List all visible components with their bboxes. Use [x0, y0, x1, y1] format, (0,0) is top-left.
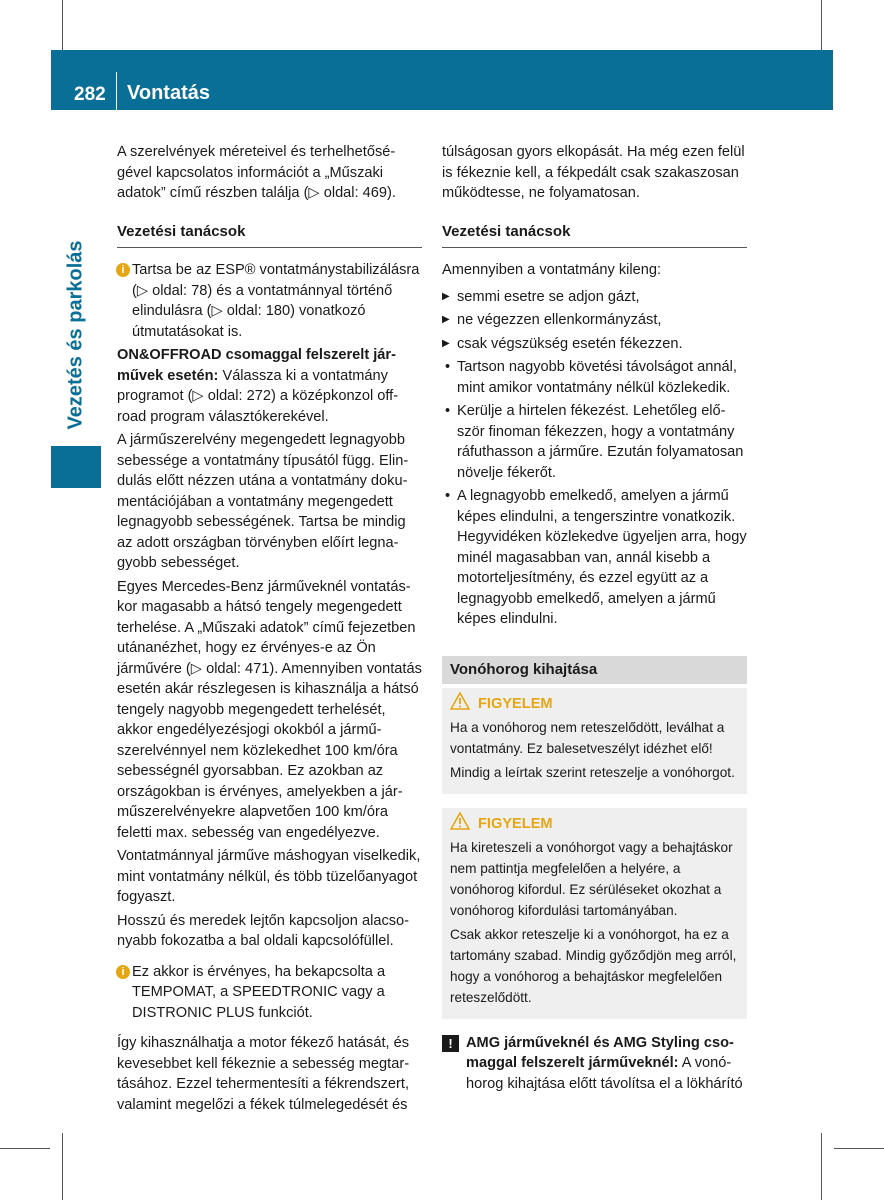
- info-note: [117, 962, 422, 1024]
- warning-triangle-icon: [450, 692, 470, 710]
- crop-mark: [62, 0, 63, 50]
- page-number: 282: [74, 84, 106, 105]
- paragraph: Hosszú és meredek lejtőn kapcsoljon alacsonyabb fokozatba a bal oldali kapcsolófüllel.: [117, 912, 410, 949]
- warning-title: [450, 814, 739, 835]
- paragraph: Vontatmánnyal járműve máshogyan viselkedik, mint vontatmány nélkül, és több tüzelőanyagot fogyaszt.: [117, 848, 421, 905]
- crop-mark: [821, 1133, 822, 1200]
- section-title: Vezetési tanácsok: [442, 222, 747, 249]
- section-title: Vezetési tanácsok: [117, 222, 422, 249]
- list-item-text: Kerülje a hirtelen fékezést. Lehetőleg először finoman fékezzen, hogy a vontatmány ráfuthasson a járműre. Ezután folyamatosan növelje fékerőt.: [457, 403, 744, 481]
- warning-title: [450, 694, 739, 715]
- section-heading-box: Vonóhorog kihajtása: [442, 656, 747, 684]
- triangle-right-icon: ▶: [442, 314, 450, 325]
- list-item-text: ne végezzen ellenkormányzást,: [457, 312, 662, 328]
- warning-text: Mindig a leírtak szerint reteszelje a vonóhorgot.: [450, 764, 735, 780]
- chapter-title: Vontatás: [127, 82, 210, 104]
- warning-text: Csak akkor reteszelje ki a vonóhorgot, ha ez a tartomány szabad. Mindig győződjön meg arról, hogy a vonóhorog a behajtáskor megfelelően reteszelődött.: [450, 926, 737, 1005]
- warning-title-text: FIGYELEM: [478, 815, 553, 832]
- info-icon: i: [116, 263, 130, 277]
- bullet-list: [442, 357, 747, 630]
- info-note-text: Tartsa be az ESP® vontatmánystabilizálásra (▷ oldal: 78) és a vontatmánnyal történő elindulásra (▷ oldal: 180) vonatkozó útmutatásokat is.: [132, 262, 420, 340]
- caution-note-bold: AMG járműveknél és AMG Styling csomaggal felszerelt járműveknél:: [466, 1034, 734, 1071]
- list-item: [442, 486, 747, 630]
- lead-paragraph: Amennyiben a vontatmány kileng:: [442, 262, 662, 278]
- triangle-right-icon: ▶: [442, 337, 450, 349]
- warning-box: [442, 688, 747, 794]
- list-item: [442, 310, 747, 331]
- warning-text: Ha kireteszeli a vonóhorgot vagy a behajtáskor nem pattintja megfelelően a helyére, a vonóhorog kifordul. Ez sérüléseket okozhat a vonóhorog kifordulási tartományában.: [450, 839, 733, 918]
- continued-paragraph: túlságosan gyors elkopását. Ha még ezen felül is fékeznie kell, a fékpedált csak szakaszosan működtesse, ne folyamatosan.: [442, 144, 745, 201]
- side-tab-label: Vezetés és parkolás: [64, 240, 87, 430]
- crop-mark: [62, 1133, 63, 1200]
- caution-note-text: A vonóhorog kihajtása előtt távolítsa el a lökhárító: [466, 1055, 743, 1092]
- warning-triangle-icon: [450, 812, 470, 830]
- info-icon: i: [116, 965, 130, 979]
- list-item: [442, 287, 747, 308]
- crop-mark: [821, 0, 822, 50]
- list-item-text: semmi esetre se adjon gázt,: [457, 288, 640, 305]
- bullet-icon: •: [445, 359, 451, 375]
- list-item: [442, 401, 747, 483]
- right-column: [442, 142, 747, 1094]
- left-column: [117, 142, 422, 1118]
- side-tab-block: [51, 446, 101, 488]
- crop-mark: [0, 1148, 50, 1149]
- list-item-text: Tartson nagyobb követési távolságot annál, mint amikor vontatmány nélkül közlekedik.: [457, 359, 737, 396]
- step-list: [442, 287, 747, 355]
- bullet-icon: •: [445, 488, 451, 504]
- info-note: [117, 260, 422, 342]
- paragraph: A járműszerelvény megengedett legnagyobb sebessége a vontatmány típusától függ. Elindulás előtt nézzen utána a vontatmány dokumentációjában a vontatmány megengedett legnagyobb sebességének. Tartsa be mindig az adott országban törvényben előírt legnagyobb sebességet.: [117, 432, 409, 571]
- onoffroad-text: Válassza ki a vontatmány programot (▷ oldal: 272) a középkonzol offroad program választókerekével.: [117, 367, 399, 425]
- paragraph: Így kihasználhatja a motor fékező hatását, és kevesebbet kell fékeznie a sebesség megtartásához. Ezzel tehermentesíti a fékrendszert, valamint megelőzi a fékek túlmelegedését és: [117, 1035, 410, 1113]
- warning-box: [442, 808, 747, 1019]
- triangle-right-icon: ▶: [442, 290, 450, 302]
- warning-title-text: FIGYELEM: [478, 695, 553, 712]
- paragraph: Egyes Mercedes-Benz járműveknél vontatáskor magasabb a hátsó tengely megengedett terhelése. A „Műszaki adatok” című fejezetben utánanézhet, hogy ez érvényes-e az Ön járművére (▷ oldal: 471). Amennyiben vontatás esetén akár részlegesen is kihasználja a hátsó tengely nagyobb megengedett terhelését, akkor engedélyezésjogi okokból a járműszerelvénnyel nem közlekedhet 100 km/óra sebességnél gyorsabban. Ez azokban az országokban is érvényes, amelyekben a járműszerelvényekre alapvetően 100 km/óra feletti max. sebesség van engedélyezve.: [117, 578, 422, 841]
- caution-note: [442, 1033, 747, 1095]
- crop-mark: [834, 1148, 884, 1149]
- list-item-text: csak végszükség esetén fékezzen.: [457, 335, 683, 352]
- onoffroad-bold: ON&OFFROAD csomaggal felszerelt járművek esetén:: [117, 347, 396, 384]
- list-item-text: A legnagyobb emelkedő, amelyen a jármű képes elindulni, a tengerszintre vonatkozik. Hegyvidéken közlekedve ügyeljen arra, hogy minél magasabban van, annál kisebb a motorteljesítmény, és ezzel együtt az a legnagyobb emelkedő, amelyen a jármű képes elindulni.: [457, 488, 747, 627]
- header-divider: [116, 72, 117, 110]
- onoffroad-paragraph: [117, 345, 422, 427]
- list-item: [442, 357, 747, 398]
- intro-paragraph: A szerelvények méreteivel és terhelhetőségével kapcsolatos információt a „Műszaki adatok” című részben találja (▷ oldal: 469).: [117, 144, 396, 201]
- warning-text: Ha a vonóhorog nem reteszelődött, leválhat a vontatmány. Ez balesetveszélyt idézhet elő!: [450, 719, 725, 756]
- exclamation-square-icon: !: [442, 1035, 459, 1052]
- info-note-text: Ez akkor is érvényes, ha bekapcsolta a TEMPOMAT, a SPEEDTRONIC vagy a DISTRONIC PLUS funkciót.: [132, 963, 386, 1021]
- bullet-icon: •: [445, 403, 451, 419]
- list-item: [442, 334, 747, 355]
